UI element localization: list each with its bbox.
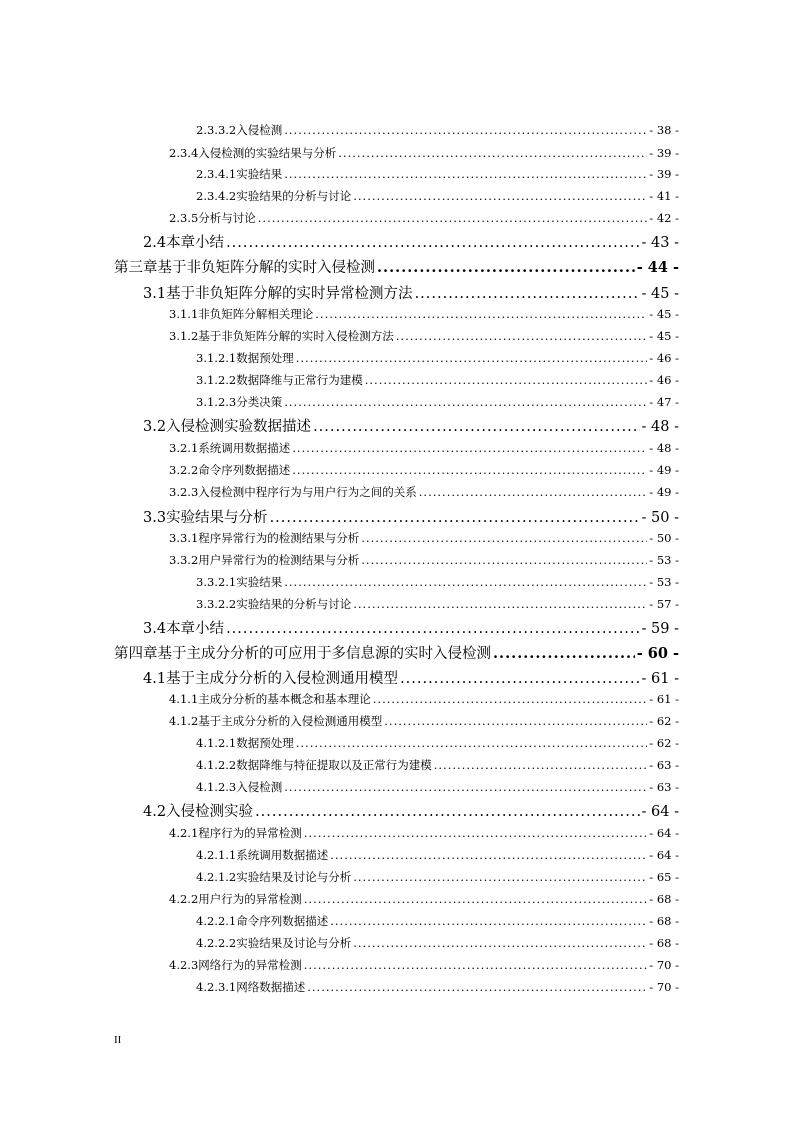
toc-entry[interactable] [114, 642, 679, 663]
toc-number: 3.2.2 [169, 463, 199, 477]
toc-title: 基于非负矩阵分解的实时异常检测方法 [166, 286, 413, 302]
toc-entry[interactable] [169, 825, 679, 841]
toc-number: 3.3.2 [169, 553, 199, 567]
toc-title: 分类决策 [236, 395, 283, 409]
toc-page-number: - 70 - [649, 958, 679, 972]
toc-number: 3.4 [143, 621, 167, 637]
toc-number: 3.3.2.2 [196, 597, 237, 611]
toc-number: 4.2.2.1 [196, 914, 237, 928]
dot-leader [330, 848, 647, 862]
toc-page-number: - 50 - [649, 531, 679, 545]
toc-page-number: - 50 - [641, 510, 679, 526]
toc-number: 2.3.5 [169, 211, 199, 225]
toc-title: 实验结果的分析与讨论 [236, 189, 352, 203]
toc-title: 网络行为的异常检测 [198, 958, 302, 972]
toc-title: 网络数据描述 [236, 980, 306, 994]
toc-entry[interactable] [169, 484, 679, 500]
toc-title: 基于非负矩阵分解的实时入侵检测方法 [198, 329, 394, 343]
toc-title: 基于非负矩阵分解的实时入侵检测 [157, 260, 375, 276]
dot-leader [353, 597, 647, 611]
toc-page-number: - 38 - [649, 123, 679, 137]
toc-entry[interactable] [196, 913, 679, 929]
toc-page-number: - 48 - [641, 419, 679, 435]
toc-page-number: - 53 - [649, 553, 679, 567]
toc-number: 4.2.3 [169, 958, 199, 972]
toc-title: 系统调用数据描述 [198, 441, 291, 455]
toc-number: 4.1 [143, 671, 167, 687]
toc-number: 第四章 [114, 646, 158, 662]
toc-entry[interactable] [169, 713, 679, 729]
toc-entry[interactable] [143, 667, 679, 688]
toc-entry[interactable] [169, 691, 679, 707]
toc-page-number: - 60 - [636, 645, 679, 662]
toc-title: 分析与讨论 [198, 211, 256, 225]
toc-page-number: - 49 - [649, 463, 679, 477]
toc-page-number: - 45 - [649, 329, 679, 343]
toc-number: 4.2.2.2 [196, 936, 237, 950]
toc-number: 3.1.2 [169, 329, 199, 343]
toc-entry[interactable] [169, 530, 679, 546]
dot-leader [419, 485, 648, 499]
dot-leader [296, 351, 648, 365]
toc-number: 4.1.2.1 [196, 736, 237, 750]
toc-entry[interactable] [169, 210, 679, 226]
toc-page-number: - 68 - [649, 892, 679, 906]
toc-page-number: - 64 - [649, 826, 679, 840]
toc-page-number: - 65 - [649, 870, 679, 884]
toc-title: 实验结果及讨论与分析 [236, 936, 352, 950]
dot-leader [292, 441, 647, 455]
toc-entry[interactable] [196, 847, 679, 863]
toc-entry[interactable] [143, 800, 679, 821]
toc-title: 用户行为的异常检测 [198, 892, 302, 906]
toc-number: 2.3.4.1 [196, 167, 237, 181]
toc-page-number: - 63 - [649, 780, 679, 794]
toc-number: 2.4 [143, 235, 167, 251]
toc-number: 4.1.2.2 [196, 758, 237, 772]
dot-leader [284, 167, 647, 181]
dot-leader [400, 671, 639, 687]
toc-page-number: - 44 - [636, 259, 679, 276]
toc-title: 数据预处理 [236, 351, 294, 365]
toc-number: 4.2.1 [169, 826, 199, 840]
toc-entry[interactable] [196, 372, 679, 388]
toc-page-number: - 48 - [649, 441, 679, 455]
toc-entry[interactable] [196, 935, 679, 951]
toc-page-number: - 46 - [649, 351, 679, 365]
toc-title: 程序行为的异常检测 [198, 826, 302, 840]
toc-page-number: - 63 - [649, 758, 679, 772]
toc-number: 4.1.1 [169, 692, 199, 706]
toc-page-number: - 43 - [641, 235, 679, 251]
dot-leader [338, 146, 647, 160]
toc-number: 4.2.1.1 [196, 848, 237, 862]
dot-leader [365, 373, 648, 387]
toc-title: 入侵检测的实验结果与分析 [198, 146, 337, 160]
toc-number: 4.1.2.3 [196, 780, 237, 794]
dot-leader [304, 958, 648, 972]
toc-entry[interactable] [196, 779, 679, 795]
toc-page-number: - 70 - [649, 980, 679, 994]
toc-entry[interactable] [196, 869, 679, 885]
toc-title: 系统调用数据描述 [236, 848, 329, 862]
dot-leader [373, 692, 648, 706]
toc-title: 用户异常行为的检测结果与分析 [198, 553, 360, 567]
toc-entry[interactable] [143, 506, 679, 527]
toc-entry[interactable] [196, 574, 679, 590]
dot-leader [292, 463, 647, 477]
toc-page-number: - 45 - [641, 286, 679, 302]
toc-page-number: - 64 - [641, 804, 679, 820]
toc-entry[interactable] [114, 256, 679, 277]
toc-number: 3.1.1 [169, 307, 199, 321]
dot-leader [353, 189, 647, 203]
toc-page-number: - 62 - [649, 736, 679, 750]
toc-page-number: - 39 - [649, 146, 679, 160]
toc-title: 入侵检测 [236, 780, 283, 794]
toc-page-number: - 53 - [649, 575, 679, 589]
toc-entry[interactable] [169, 306, 679, 322]
toc-number: 3.3.2.1 [196, 575, 237, 589]
toc-entry[interactable] [169, 328, 679, 344]
toc-title: 数据降维与特征提取以及正常行为建模 [236, 758, 432, 772]
dot-leader [313, 419, 639, 435]
dot-leader [284, 123, 647, 137]
toc-title: 入侵检测中程序行为与用户行为之间的关系 [198, 485, 417, 499]
toc-entry[interactable] [143, 415, 679, 436]
toc-title: 实验结果的分析与讨论 [236, 597, 352, 611]
toc-title: 命令序列数据描述 [198, 463, 291, 477]
toc-page-number: - 42 - [649, 211, 679, 225]
dot-leader [255, 804, 639, 820]
toc-title: 入侵检测实验数据描述 [166, 419, 312, 435]
toc-entry[interactable] [169, 145, 679, 161]
dot-leader [361, 553, 647, 567]
toc-page-number: - 59 - [641, 621, 679, 637]
toc-entry[interactable] [169, 891, 679, 907]
toc-title: 数据预处理 [236, 736, 294, 750]
dot-leader [415, 286, 640, 302]
toc-page-number: - 61 - [649, 692, 679, 706]
toc-page-number: - 68 - [649, 936, 679, 950]
toc-entry[interactable] [169, 957, 679, 973]
toc-page-number: - 68 - [649, 914, 679, 928]
toc-title: 入侵检测实验 [166, 804, 254, 820]
toc-title: 实验结果 [236, 575, 283, 589]
toc-number: 4.2 [143, 804, 167, 820]
toc-title: 命令序列数据描述 [236, 914, 329, 928]
toc-title: 基于主成分分析的入侵检测通用模型 [166, 671, 399, 687]
toc-number: 4.2.2 [169, 892, 199, 906]
toc-title: 非负矩阵分解相关理论 [198, 307, 314, 321]
toc-page-number: - 47 - [649, 395, 679, 409]
toc-page-number: - 45 - [649, 307, 679, 321]
toc-number: 3.2.3 [169, 485, 199, 499]
toc-page-number: - 61 - [641, 671, 679, 687]
toc-entry[interactable] [143, 282, 679, 303]
toc-number: 3.1.2.3 [196, 395, 237, 409]
dot-leader [493, 645, 635, 662]
dot-leader [284, 395, 647, 409]
toc-title: 数据降维与正常行为建模 [236, 373, 363, 387]
dot-leader [353, 870, 647, 884]
toc-page-number: - 57 - [649, 597, 679, 611]
toc-number: 3.1.2.2 [196, 373, 237, 387]
toc-entry[interactable] [169, 440, 679, 456]
toc-title: 基于主成分分析的可应用于多信息源的实时入侵检测 [157, 646, 491, 662]
toc-title: 实验结果与分析 [166, 510, 268, 526]
toc-page-number: - 49 - [649, 485, 679, 499]
toc-number: 2.3.4.2 [196, 189, 237, 203]
toc-page-number: - 64 - [649, 848, 679, 862]
dot-leader [396, 329, 648, 343]
dot-leader [270, 510, 640, 526]
dot-leader [361, 531, 647, 545]
toc-number: 3.1.2.1 [196, 351, 237, 365]
dot-leader [258, 211, 648, 225]
dot-leader [384, 714, 647, 728]
toc-entry[interactable] [169, 462, 679, 478]
dot-leader [284, 575, 647, 589]
toc-entry[interactable] [196, 735, 679, 751]
toc-number: 3.1 [143, 286, 167, 302]
toc-title: 实验结果 [236, 167, 283, 181]
toc-number: 4.2.3.1 [196, 980, 237, 994]
toc-title: 主成分分析的基本概念和基本理论 [198, 692, 371, 706]
dot-leader [226, 621, 639, 637]
dot-leader [353, 936, 647, 950]
dot-leader [315, 307, 647, 321]
toc-entry[interactable] [169, 552, 679, 568]
toc-page-number: - 39 - [649, 167, 679, 181]
toc-entry[interactable] [196, 122, 679, 138]
toc-title: 入侵检测 [236, 123, 283, 137]
toc-number: 2.3.4 [169, 146, 199, 160]
toc-entry[interactable] [143, 617, 679, 638]
toc-entry[interactable] [196, 166, 679, 182]
toc-title: 实验结果及讨论与分析 [236, 870, 352, 884]
toc-number: 2.3.3.2 [196, 123, 237, 137]
toc-page-number: - 46 - [649, 373, 679, 387]
toc-number: 3.3 [143, 510, 167, 526]
dot-leader [307, 980, 647, 994]
page-footer-number: II [114, 1034, 122, 1046]
toc-title: 基于主成分分析的入侵检测通用模型 [198, 714, 383, 728]
dot-leader [377, 259, 635, 276]
dot-leader [434, 758, 648, 772]
toc-number: 4.1.2 [169, 714, 199, 728]
dot-leader [330, 914, 647, 928]
toc-page-number: - 62 - [649, 714, 679, 728]
toc-number: 3.2 [143, 419, 167, 435]
toc-entry[interactable] [143, 231, 679, 252]
toc-entry[interactable] [196, 979, 679, 995]
toc-entry[interactable] [196, 757, 679, 773]
toc-number: 4.2.1.2 [196, 870, 237, 884]
toc-entry[interactable] [196, 188, 679, 204]
toc-number: 3.2.1 [169, 441, 199, 455]
toc-entry[interactable] [196, 596, 679, 612]
dot-leader [284, 780, 647, 794]
toc-entry[interactable] [196, 394, 679, 410]
toc-title: 本章小结 [166, 235, 225, 251]
toc-number: 3.3.1 [169, 531, 199, 545]
toc-title: 本章小结 [166, 621, 225, 637]
toc-page-number: - 41 - [649, 189, 679, 203]
dot-leader [304, 826, 648, 840]
toc-entry[interactable] [196, 350, 679, 366]
dot-leader [226, 235, 639, 251]
dot-leader [304, 892, 648, 906]
toc-number: 第三章 [114, 260, 158, 276]
dot-leader [296, 736, 648, 750]
toc-title: 程序异常行为的检测结果与分析 [198, 531, 360, 545]
